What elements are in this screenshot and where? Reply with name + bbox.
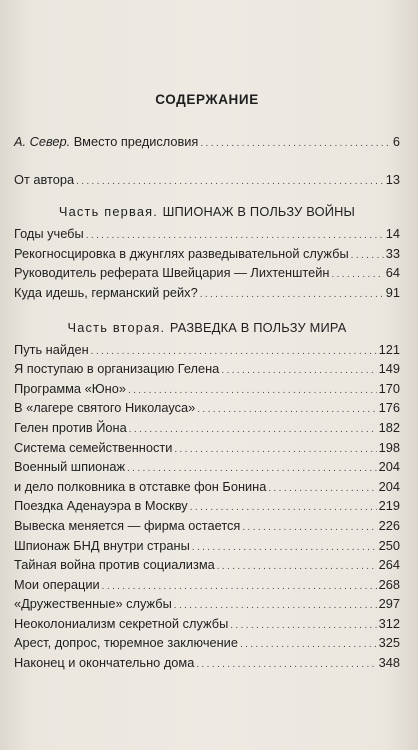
- leader-dots: [331, 264, 383, 284]
- toc-entry-preface: [14, 133, 400, 153]
- entry-title: Система семейственности: [14, 439, 173, 455]
- toc-entry-from-author: [14, 171, 400, 191]
- leader-dots: [190, 497, 377, 517]
- toc-entry: [14, 595, 400, 615]
- page-number: 14: [385, 226, 400, 242]
- leader-dots: [351, 245, 384, 265]
- page-number: 204: [378, 459, 400, 475]
- leader-dots: [76, 171, 384, 191]
- toc-heading: СОДЕРЖАНИЕ: [155, 92, 259, 107]
- page-number: 6: [392, 134, 400, 149]
- entry-title: От автора: [14, 171, 75, 187]
- entry-title: и дело полковника в отставке фон Бонина: [14, 478, 267, 494]
- entry-title: Программа «Юно»: [14, 380, 126, 396]
- leader-dots: [174, 595, 377, 615]
- page-number: 198: [378, 439, 400, 455]
- page-number: 170: [378, 380, 400, 396]
- entry-title: Я поступаю в организацию Гелена: [14, 361, 220, 377]
- entry-title: Путь найден: [14, 341, 89, 357]
- entry-title: Годы учебы: [14, 226, 84, 242]
- page-number: 348: [378, 655, 400, 671]
- leader-dots: [196, 654, 376, 674]
- entry-title: Поездка Аденауэра в Москву: [14, 498, 188, 514]
- toc-entry: [14, 245, 400, 265]
- page-number: 182: [378, 419, 400, 435]
- toc-entry: [14, 458, 400, 478]
- toc-entry: [14, 654, 400, 674]
- part-two-heading: Часть вторая. РАЗВЕДКА В ПОЛЬЗУ МИРА: [67, 319, 347, 335]
- toc-entry: [14, 264, 400, 284]
- toc-entry: [14, 576, 400, 596]
- leader-dots: [128, 380, 377, 400]
- entry-title: В «лагере святого Николауса»: [14, 400, 196, 416]
- leader-dots: [268, 478, 376, 498]
- page-number: 64: [385, 265, 400, 281]
- toc-entry: [14, 360, 400, 380]
- leader-dots: [200, 284, 384, 304]
- page-number: 204: [378, 478, 400, 494]
- entry-title: Тайная война против социализма: [14, 557, 215, 573]
- page-number: 297: [378, 596, 400, 612]
- entry-title: Гелен против Йона: [14, 419, 127, 435]
- entry-title: Руководитель реферата Швейцария — Лихтенштейн: [14, 265, 330, 281]
- page-number: 149: [378, 361, 400, 377]
- entry-title: Мои операции: [14, 576, 100, 592]
- leader-dots: [217, 556, 377, 576]
- toc-entry: [14, 497, 400, 517]
- toc-entry: [14, 537, 400, 557]
- page-number: 176: [378, 400, 400, 416]
- part-one-heading: Часть первая. ШПИОНАЖ В ПОЛЬЗУ ВОЙНЫ: [58, 204, 356, 220]
- leader-dots: [174, 439, 376, 459]
- entry-title: «Дружественные» службы: [14, 596, 172, 612]
- leader-dots: [240, 634, 377, 654]
- page-number: 264: [378, 557, 400, 573]
- page-number: 121: [378, 341, 400, 357]
- toc-entry: [14, 478, 400, 498]
- table-of-contents: [14, 82, 400, 674]
- entry-title: Наконец и окончательно дома: [14, 655, 195, 671]
- page-number: 13: [385, 171, 400, 187]
- leader-dots: [242, 517, 376, 537]
- toc-entry: [14, 380, 400, 400]
- entry-title: Арест, допрос, тюремное заключение: [14, 635, 238, 651]
- leader-dots: [102, 576, 377, 596]
- toc-entry: [14, 439, 400, 459]
- entry-title: Рекогносцировка в джунглях разведывательной службы: [14, 245, 349, 261]
- entry-title: Куда идешь, германский рейх?: [14, 284, 198, 300]
- leader-dots: [197, 399, 376, 419]
- toc-entry: [14, 341, 400, 361]
- toc-entry: [14, 419, 400, 439]
- preface-author: А. Север.: [14, 134, 71, 149]
- toc-entry: [14, 615, 400, 635]
- entry-title: Шпионаж БНД внутри страны: [14, 537, 190, 553]
- leader-dots: [200, 133, 391, 153]
- toc-entry: [14, 225, 400, 245]
- page-number: 226: [378, 517, 400, 533]
- leader-dots: [221, 360, 376, 380]
- leader-dots: [86, 225, 384, 245]
- page-number: 312: [378, 615, 400, 631]
- entry-title: Вывеска меняется — фирма остается: [14, 517, 241, 533]
- page-number: 268: [378, 576, 400, 592]
- page-number: 219: [378, 498, 400, 514]
- page-number: 33: [385, 245, 400, 261]
- toc-entry: [14, 634, 400, 654]
- entry-title: Военный шпионаж: [14, 459, 126, 475]
- page-number: 325: [378, 635, 400, 651]
- part-two-entries: [14, 341, 400, 674]
- part-one-entries: [14, 225, 400, 303]
- leader-dots: [192, 537, 377, 557]
- toc-entry: [14, 556, 400, 576]
- toc-entry: [14, 517, 400, 537]
- page-number: 250: [378, 537, 400, 553]
- leader-dots: [129, 419, 377, 439]
- preface-title: Вместо предисловия: [73, 134, 199, 149]
- toc-entry: [14, 284, 400, 304]
- leader-dots: [230, 615, 376, 635]
- leader-dots: [127, 458, 377, 478]
- toc-entry: [14, 399, 400, 419]
- page-number: 91: [385, 284, 400, 300]
- entry-title: Неоколониализм секретной службы: [14, 615, 229, 631]
- leader-dots: [91, 341, 377, 361]
